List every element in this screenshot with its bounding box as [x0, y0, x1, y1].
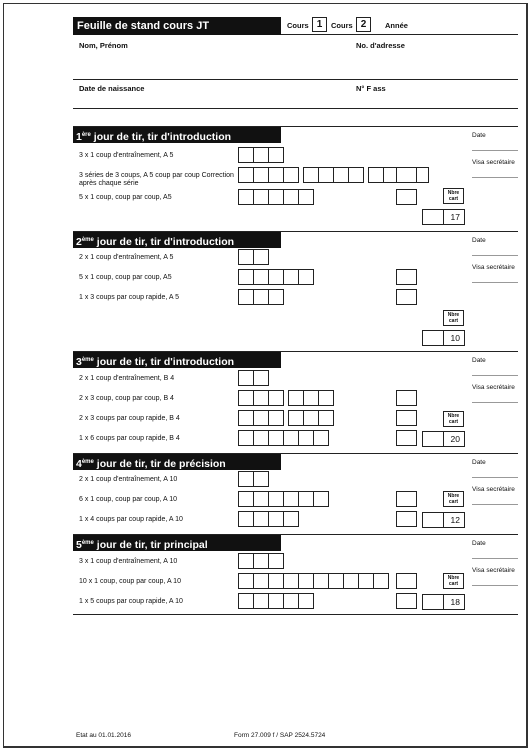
section-title-bar — [73, 127, 281, 143]
date-label: Date — [472, 132, 486, 139]
score-cell[interactable] — [283, 511, 299, 527]
score-cell[interactable] — [238, 553, 254, 569]
section-title: jour de tir, tir principal — [96, 539, 208, 551]
shot-row-label: 3 x 1 coup d'entraînement, A 5 — [79, 152, 174, 159]
sections-bottom-rule — [73, 614, 518, 615]
score-cell[interactable] — [253, 189, 269, 205]
section-title-bar — [73, 352, 281, 368]
score-cell[interactable] — [303, 167, 319, 183]
score-cell[interactable] — [238, 167, 254, 183]
score-cell[interactable] — [238, 410, 254, 426]
nbre-cart-label — [443, 188, 464, 204]
date-rule — [472, 477, 518, 478]
score-cell[interactable] — [303, 390, 319, 406]
score-cell[interactable] — [253, 471, 269, 487]
score-cell[interactable] — [283, 430, 299, 446]
date-label: Date — [472, 357, 486, 364]
cours1-label: Cours — [287, 21, 309, 30]
nbre-cart-label — [443, 411, 464, 427]
section-number: 4 — [76, 458, 82, 470]
nbre-line2: cart — [448, 581, 459, 587]
section-ordinal: ème — [81, 459, 94, 465]
section-title-bar — [73, 232, 281, 248]
fass-label: N° F ass — [356, 84, 386, 93]
score-cell[interactable] — [238, 573, 254, 589]
score-cell[interactable] — [268, 410, 284, 426]
score-cell[interactable] — [253, 269, 269, 285]
shot-row-label: 2 x 3 coups par coup rapide, B 4 — [79, 415, 180, 422]
cartridge-count — [422, 330, 465, 346]
score-cell[interactable] — [328, 573, 344, 589]
section-number: 1 — [76, 131, 82, 143]
total-cell[interactable] — [396, 189, 417, 205]
section-title-bar — [73, 535, 281, 551]
cartridge-count-divider — [443, 513, 444, 527]
form-title: Feuille de stand cours JT — [77, 20, 210, 32]
score-cell[interactable] — [303, 410, 319, 426]
score-cell[interactable] — [238, 269, 254, 285]
score-cell[interactable] — [238, 249, 254, 265]
visa-rule — [472, 402, 518, 403]
score-cell[interactable] — [268, 511, 284, 527]
section-number: 2 — [76, 236, 82, 248]
score-cell[interactable] — [283, 269, 299, 285]
total-cell[interactable] — [396, 289, 417, 305]
visa-label: Visa secrétaire — [472, 159, 515, 166]
nbre-line2: cart — [448, 499, 459, 505]
cartridge-count-divider — [443, 331, 444, 345]
shot-row-label: 1 x 3 coups par coup rapide, A 5 — [79, 294, 180, 301]
shot-row-label: 1 x 5 coups par coup rapide, A 10 — [79, 598, 183, 605]
score-cell[interactable] — [268, 189, 284, 205]
score-cell[interactable] — [268, 269, 284, 285]
date-label: Date — [472, 540, 486, 547]
adresse-label: No. d'adresse — [356, 41, 405, 50]
score-cell[interactable] — [253, 410, 269, 426]
nbre-line1: Nbre — [447, 312, 460, 318]
cartridge-count-value: 20 — [450, 434, 460, 444]
section-title: jour de tir, tir d'introduction — [93, 131, 232, 143]
visa-label: Visa secrétaire — [472, 384, 515, 391]
score-cell[interactable] — [298, 573, 314, 589]
score-cell[interactable] — [253, 370, 269, 386]
shot-row-label: 3 séries de 3 coups, A 5 coup par coup Correction après chaque série — [79, 172, 234, 187]
cartridge-count — [422, 431, 465, 447]
visa-label: Visa secrétaire — [472, 264, 515, 271]
score-cell[interactable] — [298, 189, 314, 205]
score-cell[interactable] — [358, 573, 374, 589]
score-cell[interactable] — [253, 511, 269, 527]
total-cell[interactable] — [396, 593, 417, 609]
score-cell[interactable] — [298, 491, 314, 507]
total-cell[interactable] — [396, 390, 417, 406]
score-cell[interactable] — [238, 471, 254, 487]
visa-rule — [472, 282, 518, 283]
score-cell[interactable] — [253, 430, 269, 446]
name-rule — [73, 79, 518, 80]
shot-row-label: 5 x 1 coup, coup par coup, A5 — [79, 194, 172, 201]
score-cell[interactable] — [253, 167, 269, 183]
cours1-box — [312, 17, 327, 32]
section-ordinal: ème — [81, 540, 94, 546]
nom-label: Nom, Prénom — [79, 41, 128, 50]
cartridge-count-divider — [443, 210, 444, 224]
score-cell[interactable] — [318, 410, 334, 426]
section-number: 5 — [76, 539, 82, 551]
visa-rule — [472, 504, 518, 505]
cours2-box — [356, 17, 371, 32]
score-cell[interactable] — [298, 430, 314, 446]
nbre-cart-label — [443, 491, 464, 507]
shot-row-label: 2 x 1 coup d'entraînement, A 10 — [79, 476, 178, 483]
section-ordinal: ème — [81, 357, 94, 363]
score-cell[interactable] — [313, 491, 329, 507]
shot-row-label: 6 x 1 coup, coup par coup, A 10 — [79, 496, 178, 503]
section-number: 3 — [76, 356, 82, 368]
score-cell[interactable] — [298, 593, 314, 609]
cartridge-count-value: 10 — [450, 333, 460, 343]
shot-row-label: 2 x 3 coup, coup par coup, B 4 — [79, 395, 174, 402]
cartridge-count — [422, 512, 465, 528]
score-cell[interactable] — [238, 430, 254, 446]
score-cell[interactable] — [253, 573, 269, 589]
score-cell[interactable] — [238, 491, 254, 507]
total-cell[interactable] — [396, 410, 417, 426]
score-cell[interactable] — [253, 553, 269, 569]
score-cell[interactable] — [313, 430, 329, 446]
shot-row-label: 10 x 1 coup, coup par coup, A 10 — [79, 578, 181, 585]
score-cell[interactable] — [268, 147, 284, 163]
shot-row-label: 5 x 1 coup, coup par coup, A5 — [79, 274, 172, 281]
score-cell[interactable] — [268, 593, 284, 609]
score-cell[interactable] — [268, 289, 284, 305]
total-cell[interactable] — [396, 573, 417, 589]
score-cell[interactable] — [238, 593, 254, 609]
shot-row-label: 1 x 6 coups par coup rapide, B 4 — [79, 435, 180, 442]
score-cell[interactable] — [283, 593, 299, 609]
score-cell[interactable] — [253, 249, 269, 265]
section-title: jour de tir, tir de précision — [96, 458, 226, 470]
cartridge-count — [422, 594, 465, 610]
footer-form: Form 27.009 f / SAP 2524.5724 — [234, 732, 326, 739]
visa-label: Visa secrétaire — [472, 486, 515, 493]
total-cell[interactable] — [396, 167, 417, 183]
score-cell[interactable] — [253, 147, 269, 163]
score-cell[interactable] — [333, 167, 349, 183]
date-rule — [472, 558, 518, 559]
section-ordinal: ème — [81, 237, 94, 243]
score-cell[interactable] — [348, 167, 364, 183]
score-cell[interactable] — [238, 390, 254, 406]
nbre-line1: Nbre — [447, 190, 460, 196]
score-cell[interactable] — [313, 573, 329, 589]
date-rule — [472, 150, 518, 151]
naissance-label: Date de naissance — [79, 84, 145, 93]
score-cell[interactable] — [318, 390, 334, 406]
form-title-bar — [73, 17, 281, 35]
section-title-bar — [73, 454, 281, 470]
score-cell[interactable] — [288, 410, 304, 426]
header-rule — [281, 34, 518, 35]
nbre-line1: Nbre — [447, 413, 460, 419]
score-cell[interactable] — [238, 147, 254, 163]
score-cell[interactable] — [298, 269, 314, 285]
score-cell[interactable] — [268, 573, 284, 589]
date-label: Date — [472, 237, 486, 244]
score-cell[interactable] — [238, 370, 254, 386]
score-cell[interactable] — [283, 167, 299, 183]
score-cell[interactable] — [253, 491, 269, 507]
cartridge-count-value: 18 — [450, 597, 460, 607]
cours2-label: Cours — [331, 21, 353, 30]
cartridge-count-value: 12 — [450, 515, 460, 525]
score-cell[interactable] — [268, 430, 284, 446]
score-cell[interactable] — [318, 167, 334, 183]
score-cell[interactable] — [253, 593, 269, 609]
date-rule — [472, 255, 518, 256]
score-cell[interactable] — [283, 573, 299, 589]
cartridge-count-value: 17 — [450, 212, 460, 222]
score-cell[interactable] — [253, 289, 269, 305]
cartridge-count-divider — [443, 595, 444, 609]
total-cell[interactable] — [396, 491, 417, 507]
cartridge-count-divider — [443, 432, 444, 446]
score-cell[interactable] — [238, 289, 254, 305]
score-cell[interactable] — [268, 390, 284, 406]
score-cell[interactable] — [368, 167, 384, 183]
section-title: jour de tir, tir d'introduction — [96, 236, 235, 248]
visa-rule — [472, 177, 518, 178]
nbre-line2: cart — [448, 196, 459, 202]
score-cell[interactable] — [343, 573, 359, 589]
shot-row-label: 1 x 4 coups par coup rapide, A 10 — [79, 516, 183, 523]
score-cell[interactable] — [283, 189, 299, 205]
annee-label: Année — [385, 21, 408, 30]
score-cell[interactable] — [238, 511, 254, 527]
score-cell[interactable] — [268, 491, 284, 507]
footer-date: Etat au 01.01.2016 — [76, 732, 131, 739]
nbre-cart-label — [443, 310, 464, 326]
shot-row-label: 2 x 1 coup d'entraînement, A 5 — [79, 254, 174, 261]
section-title: jour de tir, tir d'introduction — [96, 356, 235, 368]
cours2-value: 2 — [360, 19, 367, 30]
total-cell[interactable] — [396, 511, 417, 527]
score-cell[interactable] — [238, 189, 254, 205]
birth-rule — [73, 108, 518, 109]
section-ordinal: ère — [81, 132, 91, 138]
shot-row-label: 2 x 1 coup d'entraînement, B 4 — [79, 375, 175, 382]
cours1-value: 1 — [316, 19, 323, 30]
score-cell[interactable] — [268, 167, 284, 183]
date-rule — [472, 375, 518, 376]
nbre-line2: cart — [448, 318, 459, 324]
score-cell[interactable] — [268, 553, 284, 569]
nbre-line2: cart — [448, 419, 459, 425]
score-cell[interactable] — [253, 390, 269, 406]
nbre-line1: Nbre — [447, 575, 460, 581]
date-label: Date — [472, 459, 486, 466]
visa-label: Visa secrétaire — [472, 567, 515, 574]
cartridge-count — [422, 209, 465, 225]
score-cell[interactable] — [283, 491, 299, 507]
total-cell[interactable] — [396, 430, 417, 446]
nbre-cart-label — [443, 573, 464, 589]
visa-rule — [472, 585, 518, 586]
score-cell[interactable] — [373, 573, 389, 589]
total-cell[interactable] — [396, 269, 417, 285]
nbre-line1: Nbre — [447, 493, 460, 499]
score-cell[interactable] — [288, 390, 304, 406]
shot-row-label: 3 x 1 coup d'entraînement, A 10 — [79, 558, 178, 565]
